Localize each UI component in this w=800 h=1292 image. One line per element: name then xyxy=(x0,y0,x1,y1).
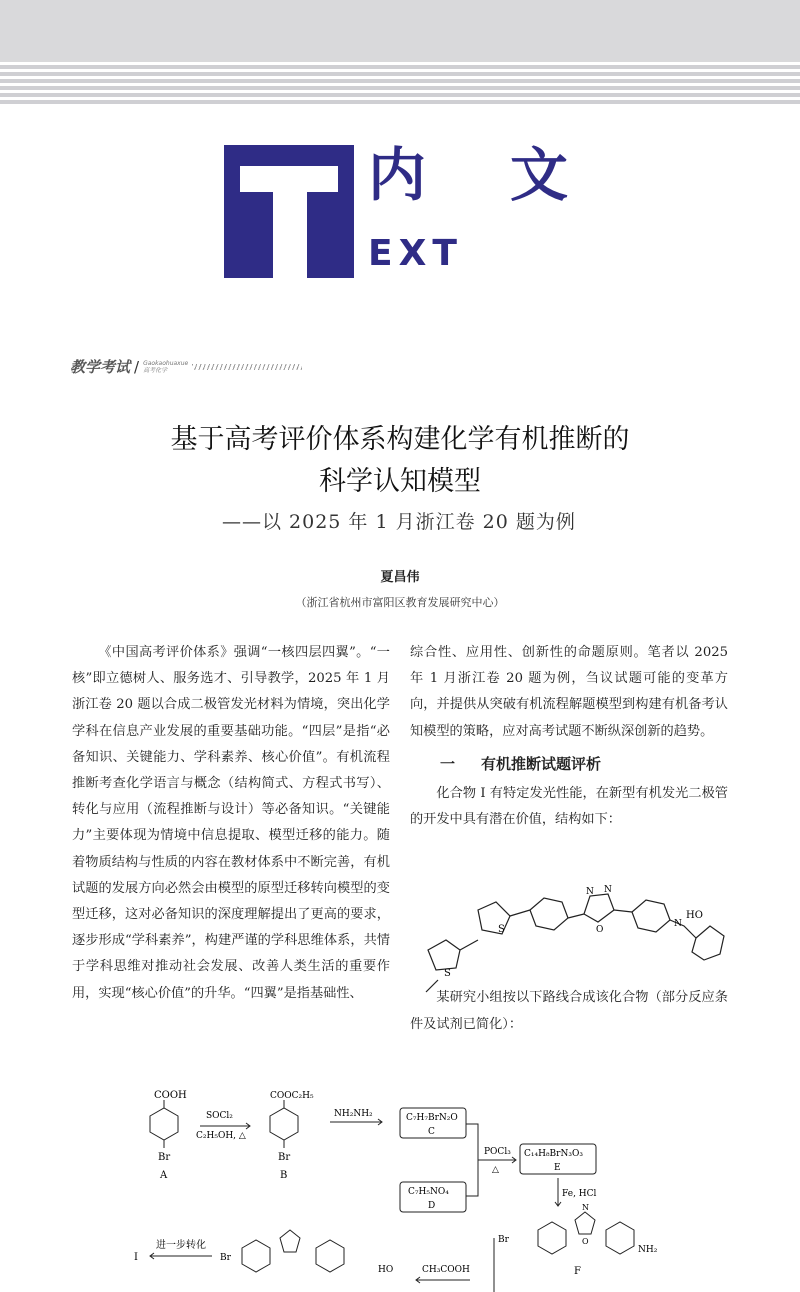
compound-i-label: I xyxy=(134,1252,138,1263)
body-paragraph: 《中国高考评价体系》强调“一核四层四翼”。“一核”即立德树人、服务选才、引导教学，2025 年 1 月浙江卷 20 题以合成二极管发光材料为情境，突出化学学科在信息产业发展的重要基础功能。“四层”是指“必备知识、关键能力、学科素养、核心价值”。有机流程推断考查化学语言与概念（结构简式、方程式书写）、转化与应用（流程推断与设计）等必备知识。“关键能力”主要体现为情境中信息提取、模型迁移的能力。随着物质结构与性质的内容在教材体系中不断完善，有机试题的发展方向必然会由模型的原型迁移转向模型的变型迁移，这对必备知识的深度理解提出了更高的要求，逐步形成“学科素养”，构建严谨的学科思维体系，共情于学科思维对推动社会发展、改善人类生活的重要作用，实现“核心价值”的升华。“四翼”是指基础性、 xyxy=(72,645,390,1001)
logo-t-stem xyxy=(273,192,307,278)
compound-g-ho: HO xyxy=(378,1265,394,1275)
compound-e-formula: C₁₄H₈BrN₃O₃ xyxy=(524,1149,583,1159)
reagent-socl2: SOCl₂ xyxy=(206,1111,233,1121)
compound-f-label: F xyxy=(574,1266,581,1277)
column-tag: 教学考试 / Gaokaohuaxue 高考化学 xyxy=(70,356,302,377)
article-subtitle: ——以 2025 年 1 月浙江卷 20 题为例 xyxy=(222,511,576,533)
column-tag-sub-cn: 高考化学 xyxy=(143,366,168,374)
compound-a-br: Br xyxy=(158,1152,171,1163)
compound-a-label: A xyxy=(160,1170,168,1181)
logo-cn-char-1: 内 xyxy=(368,141,427,209)
atom-o: O xyxy=(596,925,604,935)
atom-n-2: N xyxy=(604,885,612,895)
atom-s-1: S xyxy=(444,968,451,979)
compound-b-group: COOC₂H₅ xyxy=(270,1091,314,1101)
section-number: 一 xyxy=(440,754,456,773)
column-tag-hatch xyxy=(192,364,302,370)
page-header-band xyxy=(0,0,800,104)
body-column-left xyxy=(72,640,390,1007)
atom-ho: HO xyxy=(686,910,703,921)
compound-d-label: D xyxy=(428,1201,436,1211)
compound-g-br: Br xyxy=(220,1253,231,1263)
reagent-hydrazine: NH₂NH₂ xyxy=(334,1109,373,1119)
compound-d-formula: C₇H₅NO₄ xyxy=(408,1187,449,1197)
compound-b-br: Br xyxy=(278,1152,291,1163)
section-title: 有机推断试题评析 xyxy=(481,754,602,773)
logo-cn-char-2: 文 xyxy=(509,141,568,209)
atom-n-1: N xyxy=(586,887,594,897)
column-tag-sub-en: Gaokaohuaxue xyxy=(143,359,189,367)
article-title-line-2: 科学认知模型 xyxy=(319,466,481,497)
body-paragraph: 化合物 I 有特定发光性能，在新型有机发光二极管的开发中具有潜在价值，结构如下： xyxy=(410,786,728,828)
reagent-ethanol: C₂H₅OH, △ xyxy=(196,1131,246,1141)
article-affiliation: （浙江省杭州市富阳区教育发展研究中心） xyxy=(295,596,505,609)
compound-e-label: E xyxy=(554,1163,561,1173)
reagent-fe-hcl: Fe, HCl xyxy=(562,1189,597,1199)
compound-f-nh2: NH₂ xyxy=(638,1245,658,1255)
logo-t-bar xyxy=(240,166,338,192)
body-paragraph: 某研究小组按以下路线合成该化合物（部分反应条件及试剂已简化）： xyxy=(410,990,728,1032)
reagent-pocl3: POCl₃ xyxy=(484,1147,511,1157)
reagent-heat: △ xyxy=(492,1165,499,1175)
logo-english-text: EXT xyxy=(368,233,463,274)
body-paragraph: 综合性、应用性、创新性的命题原则。笔者以 2025 年 1 月浙江卷 20 题为例，刍议试题可能的变革方向，并提供从突破有机流程解题模型到构建有机备考认知模型的策略，应对高考试题不断纵深创新的趋势。 xyxy=(410,645,728,739)
compound-b-label: B xyxy=(280,1170,288,1181)
compound-c-formula: C₇H₇BrN₂O xyxy=(406,1113,458,1123)
compound-c-label: C xyxy=(428,1127,435,1137)
reagent-acetic-acid: CH₃COOH xyxy=(422,1265,470,1275)
compound-f-n: N xyxy=(582,1203,589,1212)
synthesis-scheme xyxy=(120,1086,720,1292)
section-logo-t xyxy=(224,145,354,278)
compound-a-group: COOH xyxy=(154,1090,187,1101)
structure-compound-i xyxy=(418,880,728,1000)
column-tag-label: 教学考试 xyxy=(70,358,131,376)
logo-chinese-text xyxy=(368,140,568,210)
atom-s-2: S xyxy=(498,924,505,935)
header-stripes xyxy=(0,62,800,104)
atom-n-3: N xyxy=(674,919,682,929)
compound-f-br: Br xyxy=(498,1235,509,1245)
compound-f-o: O xyxy=(582,1237,589,1246)
article-title-line-1: 基于高考评价体系构建化学有机推断的 xyxy=(170,424,630,455)
step-further-conversion: 进一步转化 xyxy=(156,1240,206,1251)
article-author: 夏昌伟 xyxy=(380,570,420,585)
section-heading xyxy=(410,751,728,777)
